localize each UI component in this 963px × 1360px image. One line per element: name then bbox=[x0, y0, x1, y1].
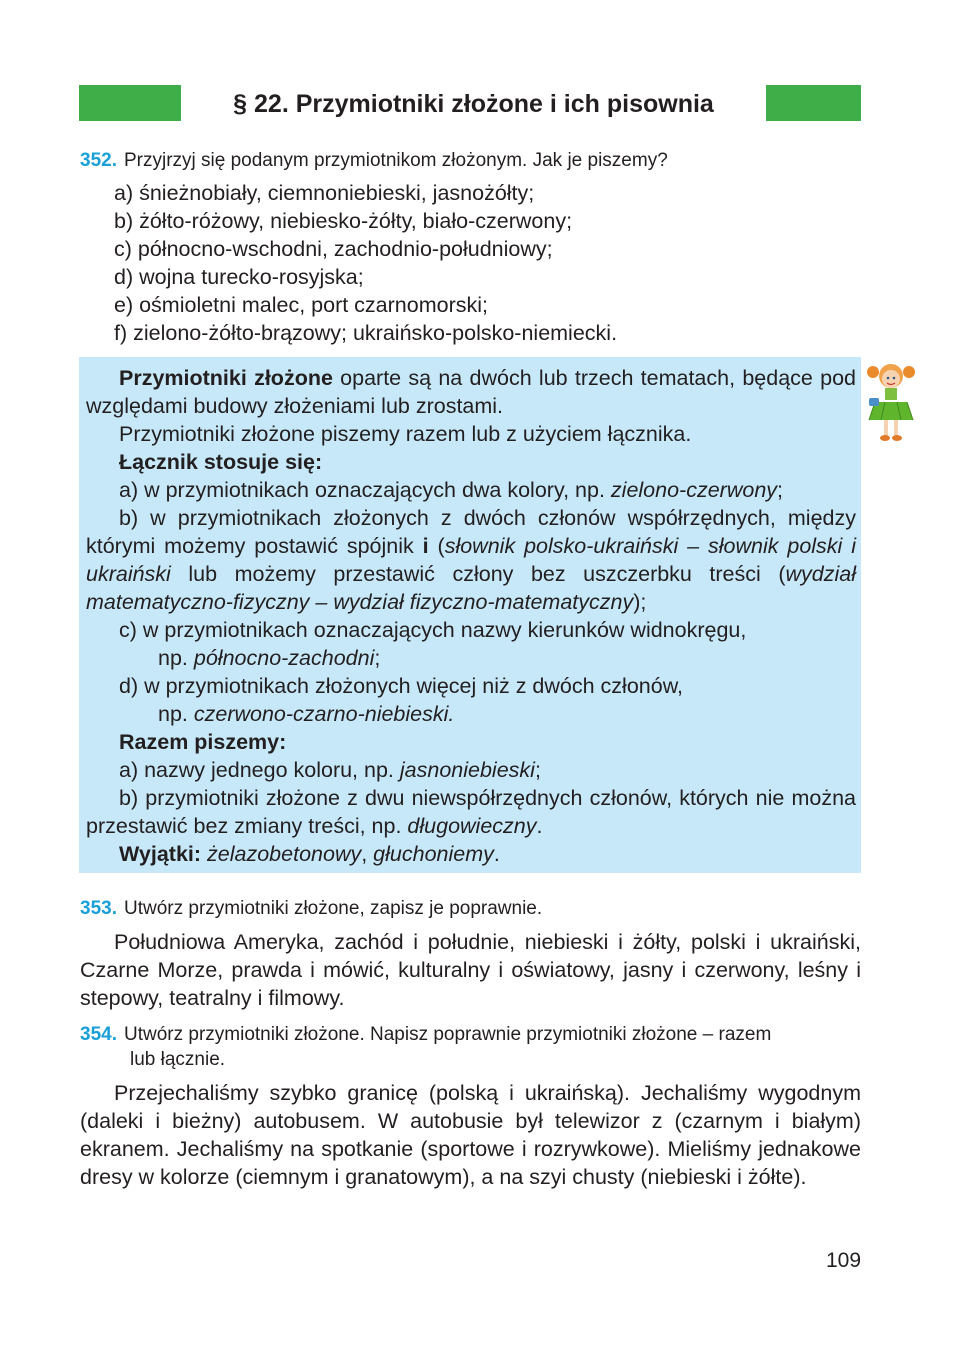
list-item: e) ośmioletni malec, port czarnomorski; bbox=[114, 293, 488, 317]
rule-item-text: b) przymiotniki złożone z dwu niewspółrzędnych członów, których nie można przestawić bez zmiany treści, np. bbox=[86, 786, 856, 838]
together-rule-heading: Razem piszemy: bbox=[119, 730, 287, 754]
exercise-number: 352. bbox=[80, 150, 117, 171]
rule-exceptions bbox=[86, 840, 856, 868]
exercise-instruction: Przyjrzyj się podanym przymiotnikom złożonym. Jak je piszemy? bbox=[123, 150, 668, 171]
example: wydział matematyczno-fizyczny – wydział fizyczno-matematyczny bbox=[86, 562, 856, 614]
np-label: np. bbox=[158, 702, 194, 726]
exercise-paragraph: Przejechaliśmy szybko granicę (polską i ukraińską). Jechaliśmy wygodnym (daleki i bieżny) autobusem. W autobusie był telewizor z (czarnym i białym) ekranem. Jechaliśmy na spotkanie (sportowe i rozrywkowe). Mieliśmy jednakowe dresy w kolorze (ciemnym i granatowym), a na szyi chusty (niebieski i żółte). bbox=[80, 1081, 861, 1189]
punctuation: . bbox=[493, 842, 500, 866]
rule-definition: oparte są na dwóch lub trzech tematach, będące pod względami budowy złożeniami lub zrostami. bbox=[86, 366, 856, 418]
rule-item-text: a) nazwy jednego koloru, np. bbox=[119, 758, 400, 782]
rule-item-text: lub możemy przestawić człony bez uszczerbku treści ( bbox=[170, 562, 786, 586]
list-item: f) zielono-żółto-brązowy; ukraińsko-polsko-niemiecki. bbox=[114, 321, 618, 345]
exercise-instruction: Utwórz przymiotniki złożone, zapisz je poprawnie. bbox=[123, 898, 543, 919]
exercise-353-text bbox=[80, 928, 861, 1012]
exercise-paragraph: Południowa Ameryka, zachód i południe, niebieski i żółty, polski i ukraiński, Czarne Morze, prawda i mówić, kulturalny i oświatowy, jasny i czerwony, leśny i stepowy, teatralny i filmowy. bbox=[80, 930, 861, 1010]
punctuation: , bbox=[361, 842, 374, 866]
exercise-352-items bbox=[114, 179, 617, 347]
rule-razem-b bbox=[86, 784, 856, 840]
header-bar-right bbox=[766, 85, 861, 121]
list-item: c) północno-wschodni, zachodnio-południowy; bbox=[114, 237, 553, 261]
example: jasnoniebieski bbox=[399, 758, 535, 782]
punctuation: . bbox=[536, 814, 543, 838]
example: żelazobetonowy bbox=[207, 842, 362, 866]
exercise-number: 354. bbox=[80, 1024, 117, 1045]
section-title: § 22. Przymiotniki złożone i ich pisownia bbox=[233, 90, 714, 118]
rule-subheading bbox=[86, 728, 856, 756]
rule-paragraph: Przymiotniki złożone piszemy razem lub z użyciem łącznika. bbox=[119, 422, 692, 446]
hyphen-rule-heading: Łącznik stosuje się: bbox=[119, 450, 323, 474]
rule-paragraph bbox=[86, 364, 856, 420]
rule-subheading bbox=[86, 448, 856, 476]
rule-item-text: b) w przymiotnikach złożonych z dwóch członów współrzędnych, między którymi możemy postawić spójnik bbox=[86, 506, 856, 558]
example: długowieczny bbox=[407, 814, 537, 838]
rule-item-a bbox=[86, 476, 856, 504]
exercise-instruction-line: lub łącznie. bbox=[130, 1049, 226, 1070]
exercise-instruction-line bbox=[80, 1022, 861, 1047]
rule-text bbox=[86, 364, 856, 868]
page-number: 109 bbox=[826, 1249, 862, 1272]
punctuation: ); bbox=[633, 590, 647, 614]
punctuation: ; bbox=[374, 646, 381, 670]
rule-item-d: d) w przymiotnikach złożonych więcej niż z dwóch członów, bbox=[119, 674, 684, 698]
exceptions-label: Wyjątki: bbox=[119, 842, 202, 866]
rule-item-b bbox=[86, 504, 856, 616]
example: zielono-czerwony bbox=[610, 478, 778, 502]
header-bar-left bbox=[79, 85, 181, 121]
np-label: np. bbox=[158, 646, 194, 670]
punctuation: ( bbox=[428, 534, 445, 558]
rule-item-text: a) w przymiotnikach oznaczających dwa kolory, np. bbox=[119, 478, 611, 502]
example: czerwono-czarno-niebieski. bbox=[193, 702, 455, 726]
rule-term: Przymiotniki złożone bbox=[119, 366, 333, 390]
example: północno-zachodni bbox=[193, 646, 375, 670]
rule-item-c-example bbox=[86, 644, 856, 672]
rule-item-d-example bbox=[86, 700, 856, 728]
list-item: a) śnieżnobiały, ciemnoniebieski, jasnożółty; bbox=[114, 181, 535, 205]
exercise-353-heading bbox=[80, 898, 542, 920]
girl-illustration bbox=[863, 358, 919, 446]
rule-item-c: c) w przymiotnikach oznaczających nazwy kierunków widnokręgu, bbox=[119, 618, 747, 642]
exercise-number: 353. bbox=[80, 898, 117, 919]
example: słownik polsko-ukraiński – słownik polski i ukraiński bbox=[86, 534, 856, 586]
exercise-352-heading bbox=[80, 150, 668, 172]
example: głuchoniemy bbox=[373, 842, 494, 866]
list-item: d) wojna turecko-rosyjska; bbox=[114, 265, 364, 289]
exercise-instruction: Utwórz przymiotniki złożone. Napisz poprawnie przymiotniki złożone – razem bbox=[123, 1024, 772, 1045]
exercise-354-text bbox=[80, 1079, 861, 1191]
punctuation: ; bbox=[534, 758, 541, 782]
punctuation: ; bbox=[777, 478, 784, 502]
conjunction: i bbox=[422, 534, 429, 558]
list-item: b) żółto-różowy, niebiesko-żółty, biało-czerwony; bbox=[114, 209, 573, 233]
rule-razem-a bbox=[86, 756, 856, 784]
exercise-354-heading bbox=[80, 1022, 861, 1072]
